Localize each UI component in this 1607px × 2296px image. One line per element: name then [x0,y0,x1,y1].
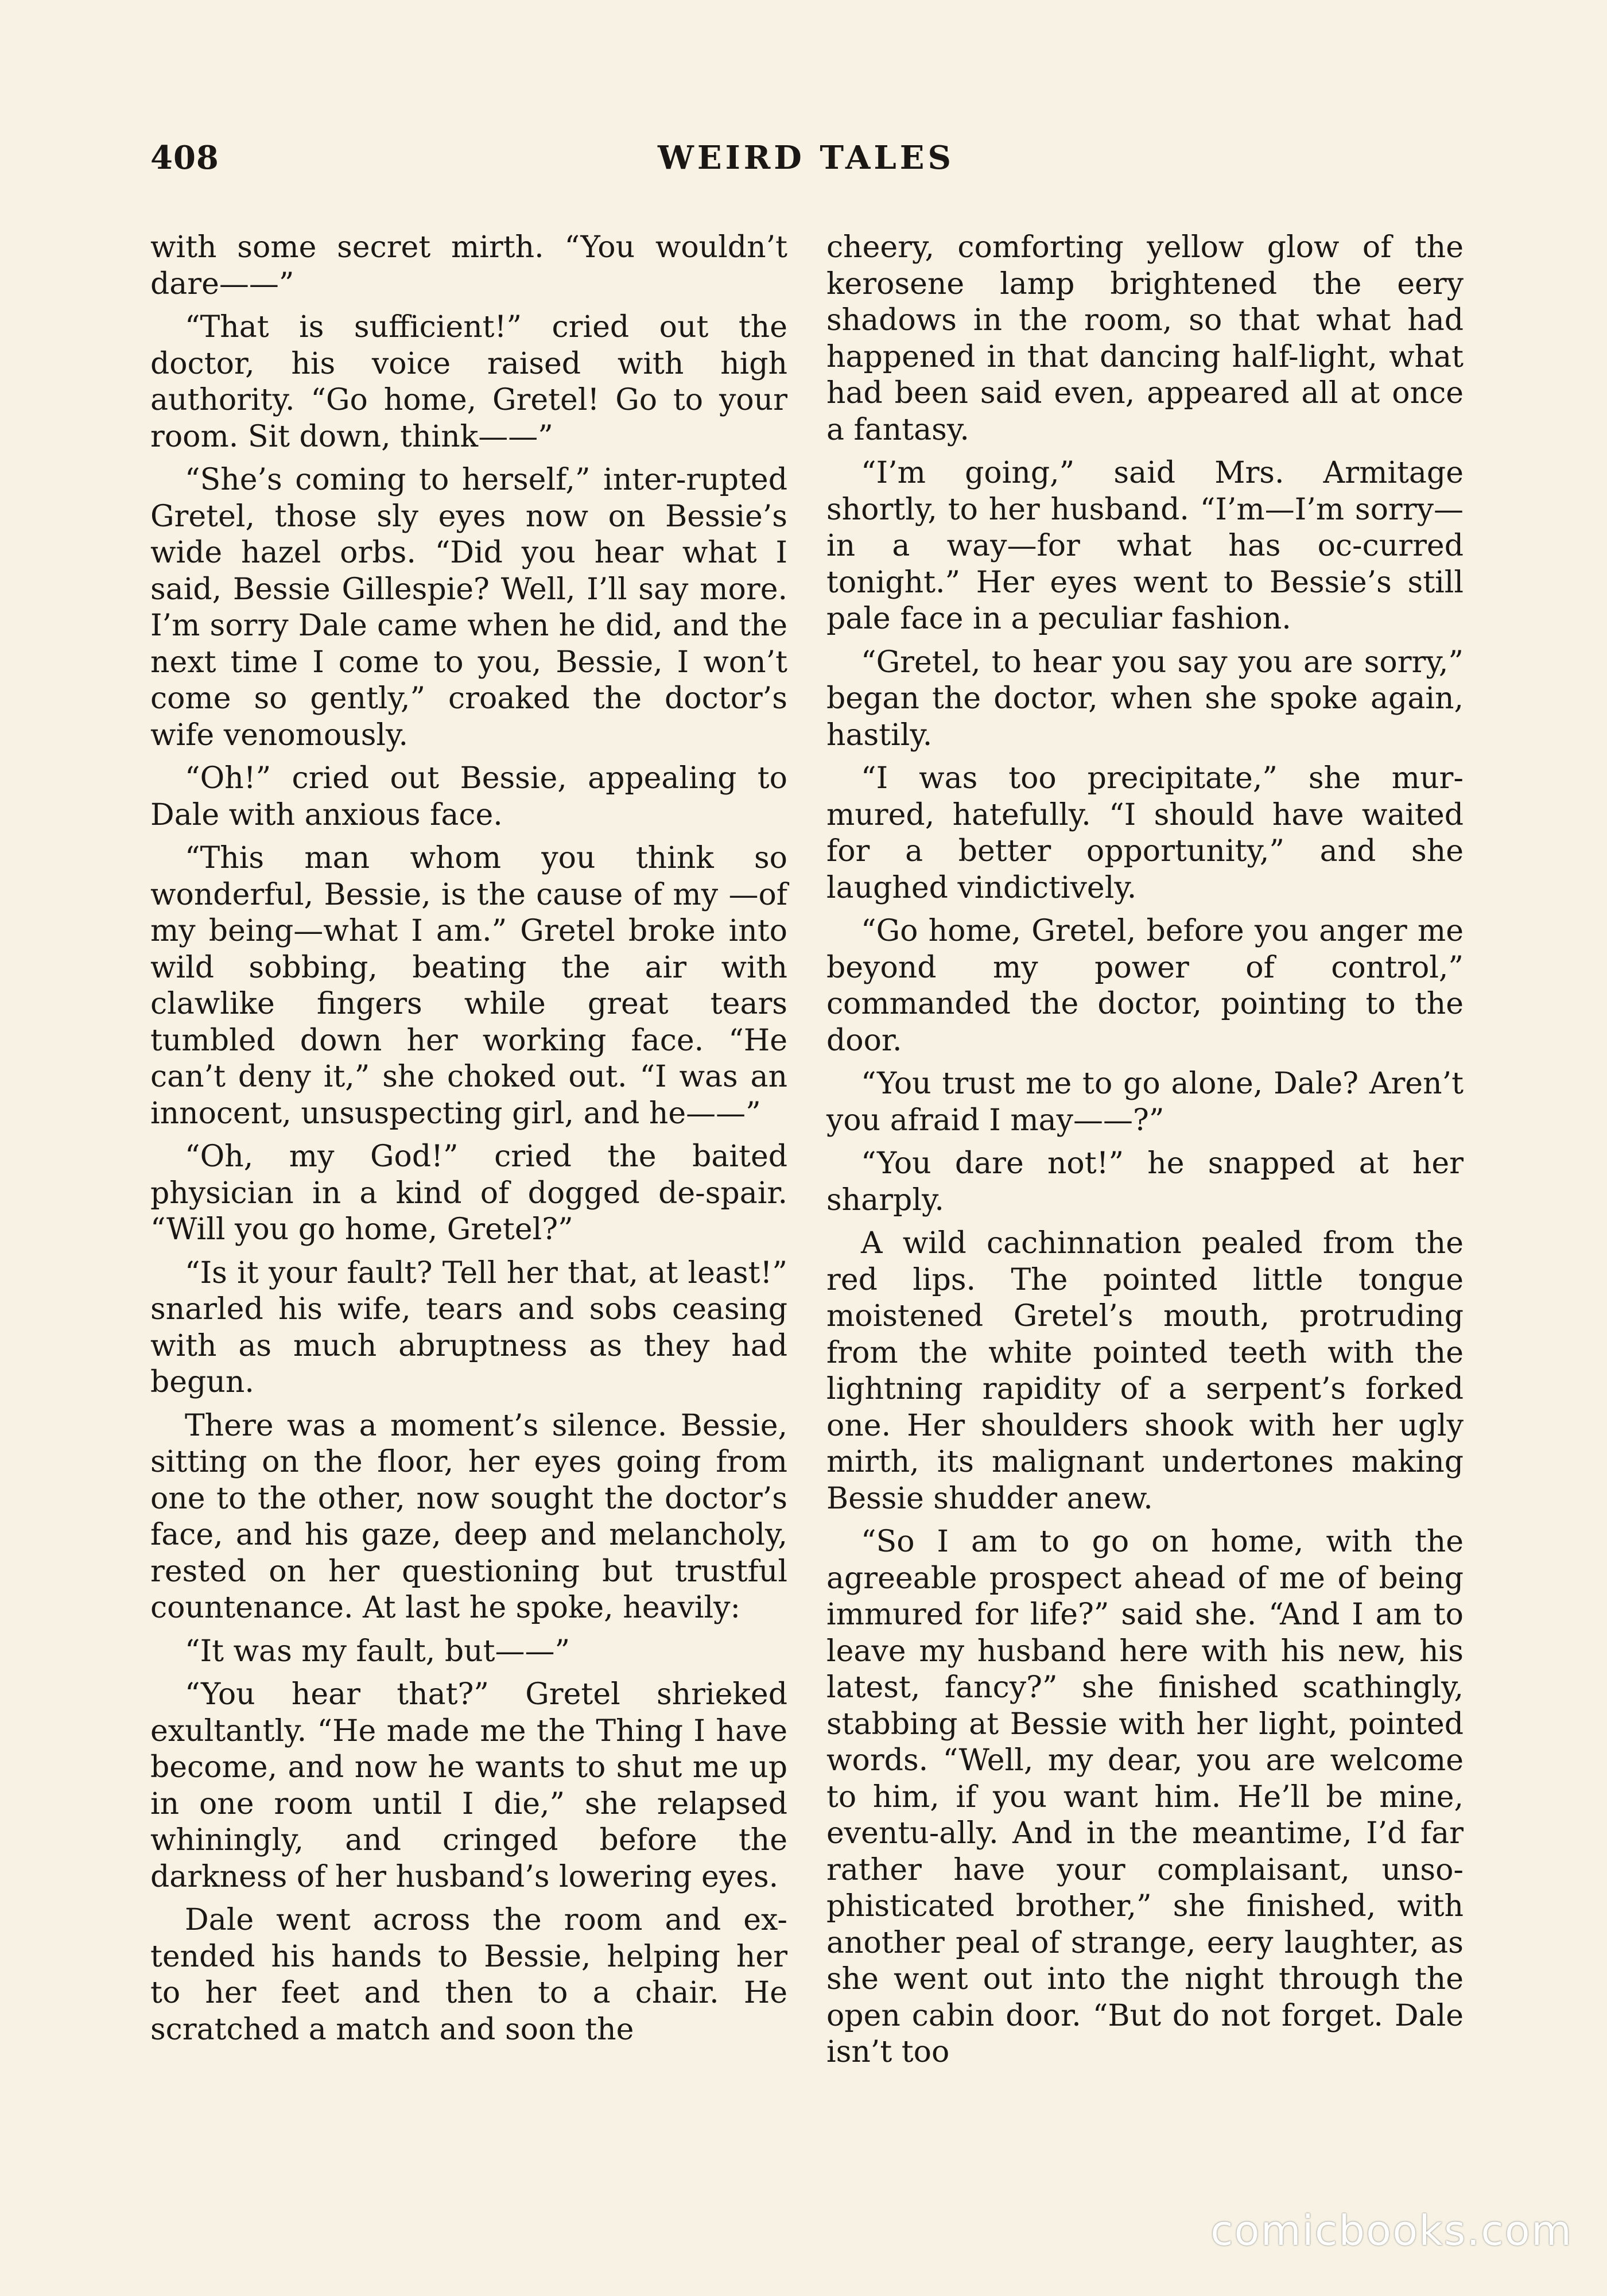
page-number: 408 [150,139,219,177]
paragraph: “You trust me to go alone, Dale? Aren’t you afraid I may——?” [826,1066,1464,1138]
paragraph: “So I am to go on home, with the agreeable prospect ahead of me of being immured for life?” said she. “And I am to leave my husband here with his new, his latest, fancy?” she finished scathingly, stabbing at Bessie with her light, pointed words. “Well, my dear, you are welcome to him, if you want him. He’ll be mine, eventu-ally. And in the meantime, I’d far rather have your complaisant, unso-phisticated brother,” she finished, with another peal of strange, eery laughter, as she went out into the night through the open cabin door. “But do not forget. Dale isn’t too [826,1525,1464,2069]
paragraph: “That is sufficient!” cried out the doctor, his voice raised with high authority. “Go home, Gretel! Go to your room. Sit down, think——” [150,310,787,454]
paragraph: with some secret mirth. “You wouldn’t dare——” [150,230,787,301]
running-title: WEIRD TALES [658,139,954,177]
page-header [150,139,1470,191]
paragraph: “Go home, Gretel, before you anger me beyond my power of control,” commanded the doctor, pointing to the door. [826,914,1464,1058]
paragraph: There was a moment’s silence. Bessie, sitting on the floor, her eyes going from one to the other, now sought the doctor’s face, and his gaze, deep and melancholy, rested on her questioning but trustful countenance. At last he spoke, heavily: [150,1408,787,1625]
paragraph: Dale went across the room and ex-tended his hands to Bessie, helping her to her feet and then to a chair. He scratched a match and soon the [150,1903,787,2047]
paragraph: “It was my fault, but——” [185,1634,570,1669]
paragraph: “You hear that?” Gretel shrieked exultantly. “He made me the Thing I have become, and now he wants to shut me up in one room until I die,” she relapsed whiningly, and cringed before the darkness of her husband’s lowering eyes. [150,1677,787,1894]
paragraph: “She’s coming to herself,” inter-rupted Gretel, those sly eyes now on Bessie’s wide hazel orbs. “Did you hear what I said, Bessie Gillespie? Well, I’ll say more. I’m sorry Dale came when he did, and the next time I come to you, Bessie, I won’t come so gently,” croaked the doctor’s wife venomously. [150,463,787,753]
paragraph: “Is it your fault? Tell her that, at least!” snarled his wife, tears and sobs ceasing with as much abruptness as they had begun. [150,1255,787,1399]
paragraph: A wild cachinnation pealed from the red lips. The pointed little tongue moistened Gretel’s mouth, protruding from the white pointed teeth with the lightning rapidity of a serpent’s forked one. Her shoulders shook with her ugly mirth, its malignant undertones making Bessie shudder anew. [826,1226,1464,1516]
paragraph: “Oh, my God!” cried the baited physician in a kind of dogged de-spair. “Will you go home, Gretel?” [150,1139,787,1247]
paragraph: “Gretel, to hear you say you are sorry,” began the doctor, when she spoke again, hastily. [826,645,1464,753]
watermark: comicbooks.com [1210,2206,1573,2255]
paragraph: cheery, comforting yellow glow of the kerosene lamp brightened the eery shadows in the room, so that what had happened in that dancing half-light, what had been said even, appeared all at once a fantasy. [826,230,1464,447]
paragraph: “This man whom you think so wonderful, Bessie, is the cause of my —of my being—what I am.” Gretel broke into wild sobbing, beating the air with clawlike fingers while great tears tumbled down her working face. “He can’t deny it,” she choked out. “I was an innocent, unsuspecting girl, and he——” [150,841,787,1131]
left-text-column [150,230,787,2055]
paragraph: “I’m going,” said Mrs. Armitage shortly, to her husband. “I’m—I’m sorry—in a way—for what has oc-curred tonight.” Her eyes went to Bessie’s still pale face in a peculiar fashion. [826,456,1464,636]
right-text-column [826,230,1464,2078]
paragraph: “You dare not!” he snapped at her sharply. [826,1146,1464,1217]
paragraph: “Oh!” cried out Bessie, appealing to Dale with anxious face. [150,761,787,832]
paragraph: “I was too precipitate,” she mur-mured, hatefully. “I should have waited for a better opportunity,” and she laughed vindictively. [826,761,1464,905]
